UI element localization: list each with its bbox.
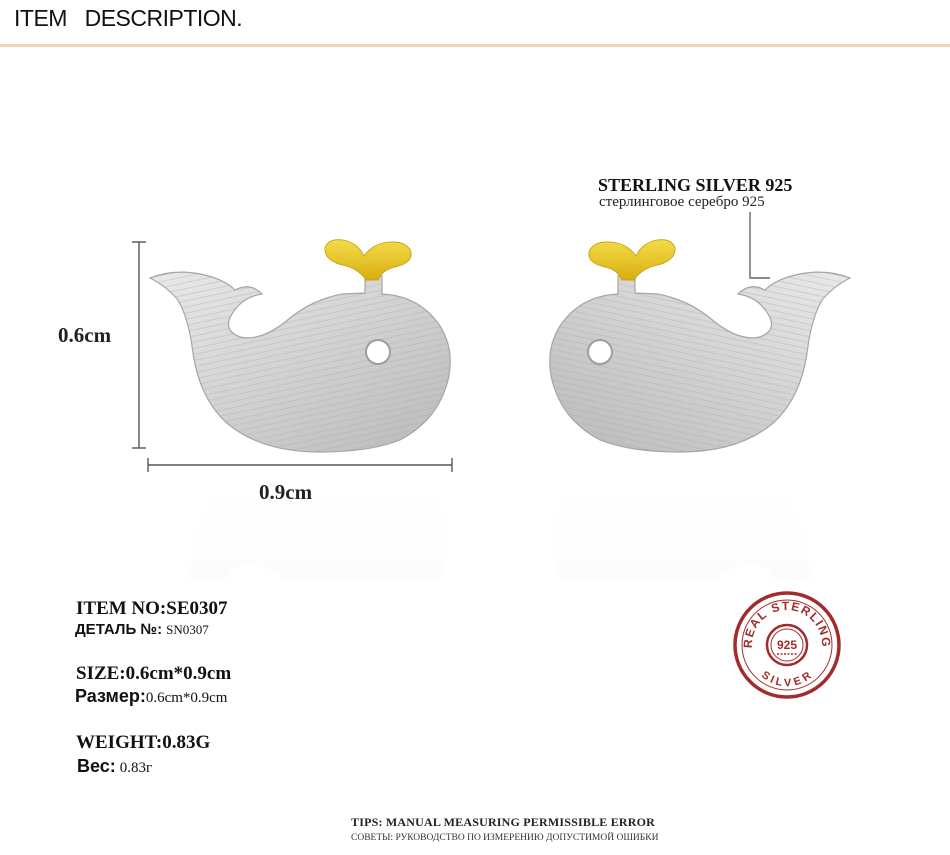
material-label-ru: стерлинговое серебро 925 (599, 194, 765, 210)
width-label: 0.9cm (259, 480, 313, 504)
item-number-ru-value: SN0307 (166, 622, 209, 637)
section-title: ITEM DESCRIPTION. (14, 5, 243, 31)
seal-bottom-text: SILVER (759, 668, 815, 690)
seal-top-text: REAL STERLING (740, 598, 834, 649)
item-number-ru-label: ДЕТАЛЬ №: (75, 621, 163, 638)
height-label: 0.6cm (58, 323, 112, 347)
header-rule (0, 44, 950, 47)
product-photo (0, 60, 950, 580)
seal-center-text: 925 (776, 638, 798, 652)
tips-text-ru: СОВЕТЫ: РУКОВОДСТВО ПО ИЗМЕРЕНИЮ ДОПУСТИМОЙ ОШИБКИ (351, 833, 659, 843)
size-spec-ru-label: Размер: (75, 686, 146, 706)
item-number-ru (75, 621, 209, 639)
svg-text:SILVER (759, 669, 815, 689)
tips-text: TIPS: MANUAL MEASURING PERMISSIBLE ERROR (351, 815, 656, 829)
weight-spec-ru-value: 0.83г (119, 760, 153, 776)
section-header (0, 0, 950, 48)
weight-spec-ru (77, 756, 152, 777)
item-number: ITEM NO:SE0307 (76, 598, 228, 619)
weight-spec-ru-label: Вес: (77, 756, 116, 776)
size-spec: SIZE:0.6cm*0.9cm (76, 663, 232, 684)
size-spec-ru-value: 0.6cm*0.9cm (145, 690, 228, 706)
weight-spec: WEIGHT:0.83G (76, 732, 211, 753)
size-spec-ru (75, 686, 227, 707)
sterling-silver-seal (732, 590, 842, 700)
material-label: STERLING SILVER 925 (598, 175, 793, 195)
